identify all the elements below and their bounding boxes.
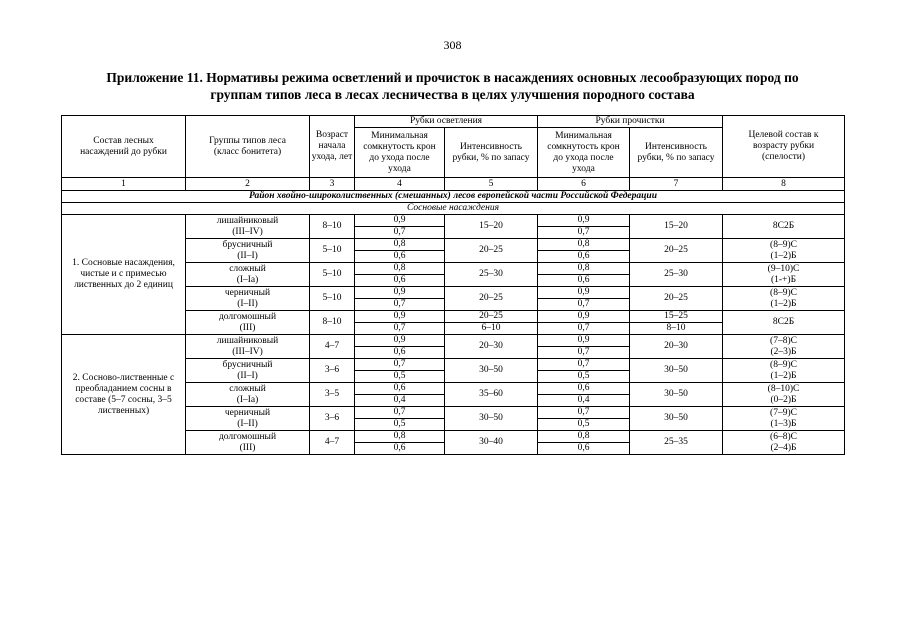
header-osv-intensity: Интенсивность рубки, % по запасу bbox=[445, 128, 538, 178]
pr-density-before: 0,9 bbox=[538, 287, 630, 299]
osv-density-before: 0,7 bbox=[355, 407, 445, 419]
pr-density-after: 0,5 bbox=[538, 371, 630, 383]
pr-density-before: 0,9 bbox=[538, 311, 630, 323]
osv-density-after: 0,6 bbox=[355, 251, 445, 263]
pr-intensity: 30–50 bbox=[630, 359, 723, 383]
bonitet-class: (I–II) bbox=[237, 298, 258, 309]
table-row bbox=[62, 215, 845, 227]
pr-intensity: 20–25 bbox=[630, 239, 723, 263]
subregion-row: Сосновые насаждения bbox=[62, 203, 845, 215]
bonitet-class: (II–I) bbox=[237, 370, 258, 381]
target-line: (6–8)С bbox=[770, 431, 797, 442]
col-number: 1 bbox=[62, 178, 186, 191]
forest-type-cell bbox=[186, 239, 310, 263]
pr-intensity: 20–25 bbox=[630, 287, 723, 311]
bonitet-class: (III–IV) bbox=[232, 346, 263, 357]
age-cell: 5–10 bbox=[310, 263, 355, 287]
forest-type-name: сложный bbox=[229, 383, 266, 394]
pr-density-before: 0,9 bbox=[538, 335, 630, 347]
target-line: (1–2)Б bbox=[770, 250, 797, 261]
osv-density-after: 0,6 bbox=[355, 347, 445, 359]
col-number: 3 bbox=[310, 178, 355, 191]
col-number: 6 bbox=[538, 178, 630, 191]
target-line: (1–2)Б bbox=[770, 370, 797, 381]
osv-density-before: 0,9 bbox=[355, 311, 445, 323]
target-line: (2–3)Б bbox=[770, 346, 797, 357]
osv-density-before: 0,9 bbox=[355, 287, 445, 299]
pr-density-after: 0,5 bbox=[538, 419, 630, 431]
pr-density-before: 0,8 bbox=[538, 263, 630, 275]
osv-density-after: 0,6 bbox=[355, 275, 445, 287]
target-line: (8–10)С bbox=[767, 383, 800, 394]
pr-density-after: 0,7 bbox=[538, 347, 630, 359]
forest-type-name: долгомошный bbox=[218, 431, 277, 442]
pr-density-before: 0,9 bbox=[538, 215, 630, 227]
age-cell: 3–5 bbox=[310, 383, 355, 407]
pr-density-before: 0,6 bbox=[538, 383, 630, 395]
forest-type-cell bbox=[186, 335, 310, 359]
target-line: (2–4)Б bbox=[770, 442, 797, 453]
target-cell bbox=[723, 407, 845, 431]
target-cell bbox=[723, 287, 845, 311]
osv-density-before: 0,6 bbox=[355, 383, 445, 395]
forest-type-cell bbox=[186, 383, 310, 407]
composition-cell: 1. Сосновые насаждения, чистые и с примесью лиственных до 2 единиц bbox=[62, 215, 186, 335]
osv-density-before: 0,8 bbox=[355, 263, 445, 275]
osv-density-after: 0,7 bbox=[355, 323, 445, 335]
pr-density-after: 0,7 bbox=[538, 299, 630, 311]
forest-type-name: черничный bbox=[224, 407, 271, 418]
bonitet-class: (III) bbox=[239, 322, 256, 333]
bonitet-class: (I–Ia) bbox=[236, 274, 259, 285]
bonitet-class: (I–Ia) bbox=[236, 394, 259, 405]
forest-type-name: брусничный bbox=[222, 359, 273, 370]
age-cell: 8–10 bbox=[310, 215, 355, 239]
forest-type-name: лишайниковый bbox=[216, 335, 279, 346]
target-cell bbox=[723, 359, 845, 383]
col-number: 2 bbox=[186, 178, 310, 191]
page-title bbox=[40, 69, 865, 103]
forest-type-name: сложный bbox=[229, 263, 266, 274]
target-line: (9–10)С bbox=[767, 263, 800, 274]
target-line: (7–9)С bbox=[770, 407, 797, 418]
forest-type-cell bbox=[186, 431, 310, 455]
title-line-2: группам типов леса в лесах лесничества в целях улучшения породного состава bbox=[210, 87, 695, 102]
age-cell: 4–7 bbox=[310, 335, 355, 359]
osv-intensity: 20–25 bbox=[445, 287, 538, 311]
pr-density-before: 0,8 bbox=[538, 431, 630, 443]
forest-type-name: долгомошный bbox=[218, 311, 277, 322]
pr-intensity: 8–10 bbox=[630, 323, 723, 335]
forest-type-cell bbox=[186, 311, 310, 335]
region-row: Район хвойно-широколиственных (смешанных) лесов европейской части Российской Федерации bbox=[62, 191, 845, 203]
pr-intensity: 15–20 bbox=[630, 215, 723, 239]
forest-type-cell bbox=[186, 287, 310, 311]
target-line: (8–9)С bbox=[770, 239, 797, 250]
header-pr-min-density: Минимальная сомкнутость крон до ухода после ухода bbox=[538, 128, 630, 178]
osv-density-before: 0,9 bbox=[355, 335, 445, 347]
col-number: 8 bbox=[723, 178, 845, 191]
target-line: 8С2Б bbox=[772, 221, 795, 231]
osv-density-after: 0,5 bbox=[355, 419, 445, 431]
osv-intensity: 20–30 bbox=[445, 335, 538, 359]
pr-density-after: 0,4 bbox=[538, 395, 630, 407]
col-number: 5 bbox=[445, 178, 538, 191]
target-cell bbox=[723, 431, 845, 455]
composition-cell: 2. Сосново-лиственные с преобладанием сосны в составе (5–7 сосны, 3–5 лиственных) bbox=[62, 335, 186, 455]
age-cell: 5–10 bbox=[310, 239, 355, 263]
target-cell bbox=[723, 383, 845, 407]
forest-type-name: лишайниковый bbox=[216, 215, 279, 226]
osv-intensity: 20–25 bbox=[445, 239, 538, 263]
forest-type-cell bbox=[186, 359, 310, 383]
table-row bbox=[62, 335, 845, 347]
osv-intensity: 30–50 bbox=[445, 359, 538, 383]
pr-density-after: 0,6 bbox=[538, 251, 630, 263]
forest-type-name: черничный bbox=[224, 287, 271, 298]
osv-density-before: 0,7 bbox=[355, 359, 445, 371]
age-cell: 5–10 bbox=[310, 287, 355, 311]
pr-intensity: 20–30 bbox=[630, 335, 723, 359]
pr-density-after: 0,6 bbox=[538, 443, 630, 455]
target-cell bbox=[723, 263, 845, 287]
header-forest-type: Группы типов леса (класс бонитета) bbox=[186, 116, 310, 178]
osv-intensity: 25–30 bbox=[445, 263, 538, 287]
osv-density-before: 0,9 bbox=[355, 215, 445, 227]
norms-table bbox=[61, 115, 845, 455]
pr-intensity: 30–50 bbox=[630, 407, 723, 431]
target-line: (1-+)Б bbox=[770, 274, 797, 285]
header-osv-min-density: Минимальная сомкнутость крон до ухода после ухода bbox=[355, 128, 445, 178]
pr-intensity: 30–50 bbox=[630, 383, 723, 407]
bonitet-class: (III–IV) bbox=[232, 226, 263, 237]
target-line: (7–8)С bbox=[770, 335, 797, 346]
header-composition: Состав лесных насаждений до рубки bbox=[62, 116, 186, 178]
target-line: (1–2)Б bbox=[770, 298, 797, 309]
target-cell: 8С2Б bbox=[723, 311, 845, 335]
forest-type-cell bbox=[186, 407, 310, 431]
forest-type-name: брусничный bbox=[222, 239, 273, 250]
header-prochistki: Рубки прочистки bbox=[538, 116, 723, 128]
osv-density-after: 0,6 bbox=[355, 443, 445, 455]
pr-density-before: 0,8 bbox=[538, 239, 630, 251]
osv-density-before: 0,8 bbox=[355, 239, 445, 251]
forest-type-cell bbox=[186, 263, 310, 287]
title-line-1: Приложение 11. Нормативы режима осветлений и прочисток в насаждениях основных лесообразующих пород по bbox=[106, 70, 799, 85]
pr-density-before: 0,7 bbox=[538, 359, 630, 371]
target-cell bbox=[723, 215, 845, 239]
target-line: (8–9)С bbox=[770, 359, 797, 370]
osv-intensity: 6–10 bbox=[445, 323, 538, 335]
osv-density-before: 0,8 bbox=[355, 431, 445, 443]
target-line: (0–2)Б bbox=[770, 394, 797, 405]
target-cell bbox=[723, 335, 845, 359]
col-number: 7 bbox=[630, 178, 723, 191]
age-cell: 4–7 bbox=[310, 431, 355, 455]
osv-intensity: 30–50 bbox=[445, 407, 538, 431]
age-cell: 8–10 bbox=[310, 311, 355, 335]
osv-intensity: 15–20 bbox=[445, 215, 538, 239]
bonitet-class: (III) bbox=[239, 442, 256, 453]
header-target: Целевой состав к возрасту рубки (спелости) bbox=[723, 116, 845, 178]
osv-intensity: 35–60 bbox=[445, 383, 538, 407]
pr-density-before: 0,7 bbox=[538, 407, 630, 419]
pr-intensity: 25–35 bbox=[630, 431, 723, 455]
target-line: (1–3)Б bbox=[770, 418, 797, 429]
col-number: 4 bbox=[355, 178, 445, 191]
osv-density-after: 0,4 bbox=[355, 395, 445, 407]
bonitet-class: (I–II) bbox=[237, 418, 258, 429]
osv-intensity: 20–25 bbox=[445, 311, 538, 323]
bonitet-class: (II–I) bbox=[237, 250, 258, 261]
header-age: Возраст начала ухода, лет bbox=[310, 116, 355, 178]
page-number: 308 bbox=[443, 38, 462, 52]
forest-type-cell bbox=[186, 215, 310, 239]
osv-intensity: 30–40 bbox=[445, 431, 538, 455]
age-cell: 3–6 bbox=[310, 359, 355, 383]
osv-density-after: 0,7 bbox=[355, 227, 445, 239]
pr-intensity: 15–25 bbox=[630, 311, 723, 323]
pr-density-after: 0,6 bbox=[538, 275, 630, 287]
target-line: (8–9)С bbox=[770, 287, 797, 298]
target-cell bbox=[723, 239, 845, 263]
pr-intensity: 25–30 bbox=[630, 263, 723, 287]
osv-density-after: 0,5 bbox=[355, 371, 445, 383]
header-pr-intensity: Интенсивность рубки, % по запасу bbox=[630, 128, 723, 178]
pr-density-after: 0,7 bbox=[538, 323, 630, 335]
header-osvetleniya: Рубки осветления bbox=[355, 116, 538, 128]
osv-density-after: 0,7 bbox=[355, 299, 445, 311]
age-cell: 3–6 bbox=[310, 407, 355, 431]
pr-density-after: 0,7 bbox=[538, 227, 630, 239]
